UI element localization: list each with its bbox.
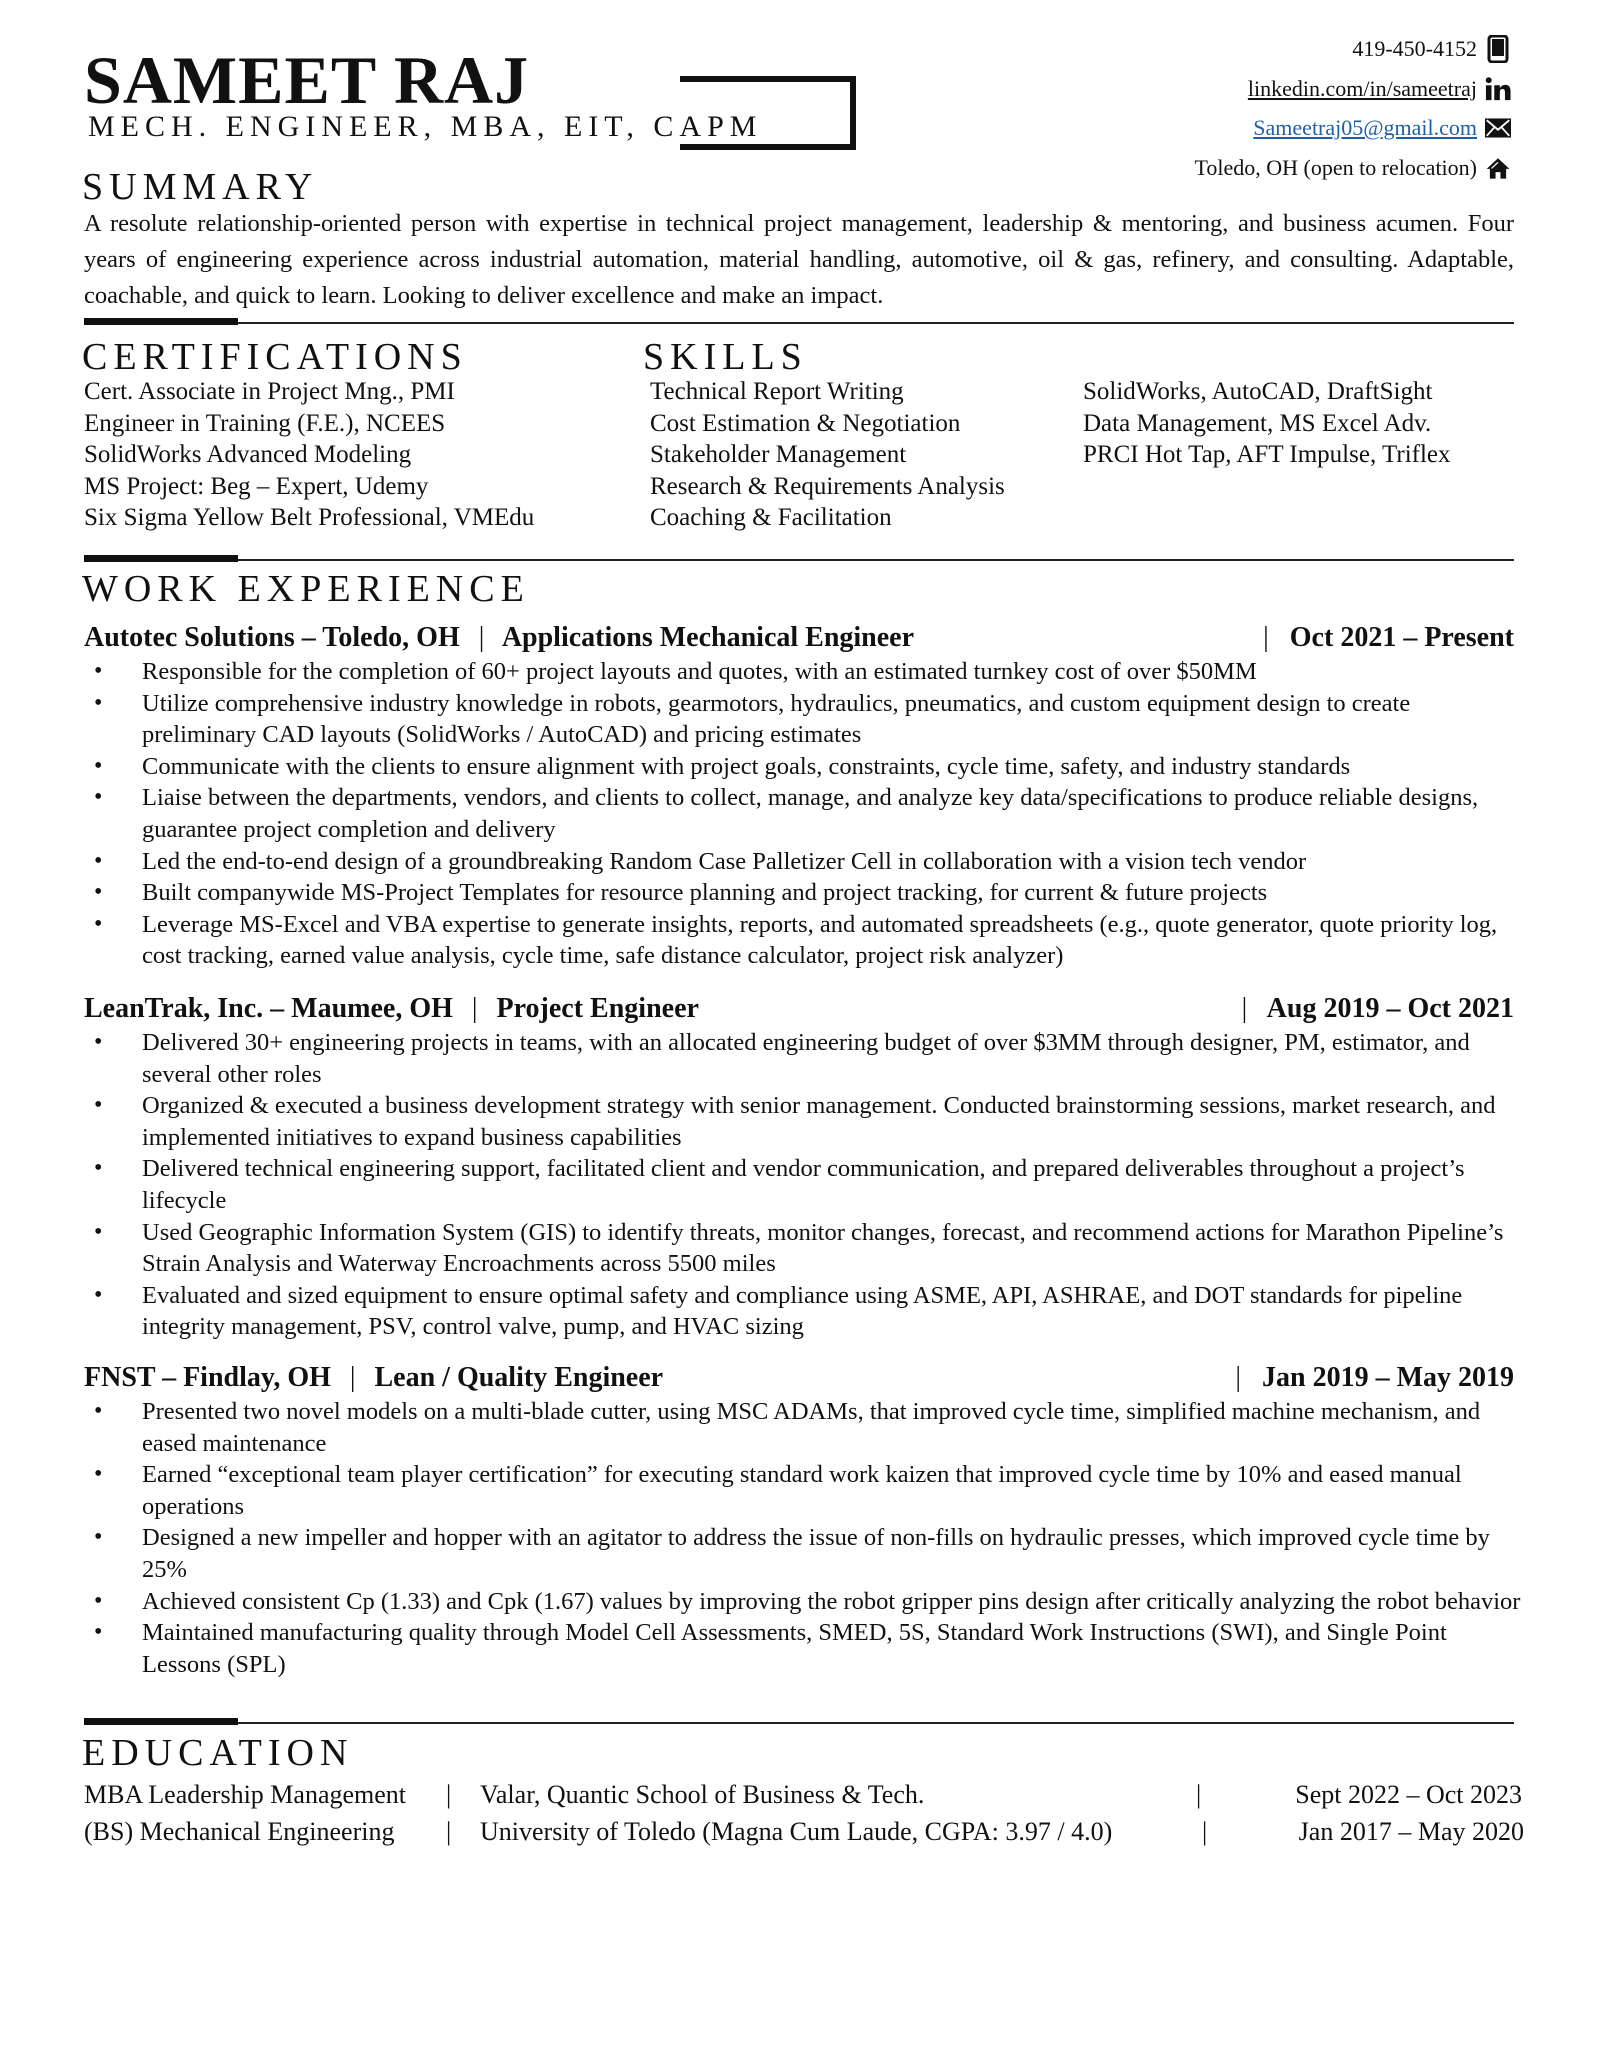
skill-item: Technical Report Writing: [650, 378, 904, 405]
job-dates: Jan 2019 – May 2019: [1262, 1362, 1514, 1393]
education-school: Valar, Quantic School of Business & Tech.: [480, 1780, 925, 1809]
education-school: University of Toledo (Magna Cum Laude, CGPA: 3.97 / 4.0): [480, 1817, 1113, 1846]
location-text: Toledo, OH (open to relocation): [1194, 155, 1477, 180]
separator: |: [1202, 1817, 1208, 1846]
separator: |: [1196, 1780, 1202, 1809]
job-bullets: [84, 1396, 1524, 1680]
separator: |: [1263, 622, 1269, 653]
education-row: [84, 1814, 1524, 1850]
contact-linkedin[interactable]: [1248, 76, 1511, 102]
job-company: Autotec Solutions – Toledo, OH: [84, 622, 460, 653]
job-bullets: [84, 656, 1524, 972]
education-dates: Jan 2017 – May 2020: [1298, 1817, 1524, 1846]
job-bullet: • Achieved consistent Cp (1.33) and Cpk (1.67) values by improving the robot gripper pins design after critically analyzing the robot behavior: [84, 1586, 1524, 1618]
job-dates-line: [1263, 621, 1514, 655]
contact-phone: [1352, 36, 1511, 62]
phone-icon: [1485, 36, 1511, 62]
education-degree: MBA Leadership Management: [84, 1780, 407, 1809]
header-bracket: [680, 76, 856, 150]
section-divider-accent: [84, 555, 238, 562]
separator: |: [471, 993, 478, 1024]
skill-item: PRCI Hot Tap, AFT Impulse, Triflex: [1083, 441, 1451, 468]
certifications-list: [84, 376, 534, 534]
contact-email[interactable]: [1253, 115, 1511, 141]
skills-list-2: [1083, 376, 1451, 471]
certification-item: Cert. Associate in Project Mng., PMI: [84, 378, 455, 405]
contact-location: [1194, 155, 1511, 181]
job-bullet: • Led the end-to-end design of a groundbreaking Random Case Palletizer Cell in collaboration with a vision tech vendor: [84, 846, 1524, 878]
job-bullet: • Leverage MS-Excel and VBA expertise to generate insights, reports, and automated spreadsheets (e.g., quote generator, quote priority log, cost tracking, earned value analysis, cycle time, safe distance calculator, project risk analyzer): [84, 909, 1524, 972]
candidate-name: SAMEET RAJ: [84, 42, 530, 118]
home-icon: [1485, 155, 1511, 181]
candidate-title: MECH. ENGINEER, MBA, EIT, CAPM: [88, 110, 763, 143]
job-bullet: • Responsible for the completion of 60+ project layouts and quotes, with an estimated turnkey cost of over $50MM: [84, 656, 1524, 688]
separator: |: [349, 1362, 356, 1393]
phone-text: 419-450-4152: [1352, 36, 1477, 61]
job-bullets: [84, 1027, 1524, 1343]
certification-item: SolidWorks Advanced Modeling: [84, 441, 412, 468]
education-heading: EDUCATION: [82, 1732, 354, 1774]
job-title-line: [84, 621, 914, 655]
job-bullet: • Delivered 30+ engineering projects in teams, with an allocated engineering budget of over $3MM through designer, PM, estimator, and several other roles: [84, 1027, 1524, 1090]
certifications-heading: CERTIFICATIONS: [82, 336, 468, 378]
job-bullet: • Earned “exceptional team player certification” for executing standard work kaizen that improved cycle time by 10% and eased manual operations: [84, 1459, 1524, 1522]
skill-item: Data Management, MS Excel Adv.: [1083, 409, 1432, 437]
education-degree: (BS) Mechanical Engineering: [84, 1817, 395, 1846]
job-role: Lean / Quality Engineer: [374, 1362, 664, 1393]
job-dates-line: [1235, 1361, 1514, 1395]
job-dates-line: [1242, 992, 1514, 1026]
linkedin-link[interactable]: linkedin.com/in/sameetraj: [1247, 76, 1477, 101]
job-bullet: • Built companywide MS-Project Templates for resource planning and project tracking, for current & future projects: [84, 877, 1524, 909]
certification-item: Six Sigma Yellow Belt Professional, VMEdu: [84, 504, 535, 531]
job-header: [84, 992, 1514, 1026]
job-bullet: • Used Geographic Information System (GIS) to identify threats, monitor changes, forecast, and recommend actions for Marathon Pipeline’s Strain Analysis and Waterway Encroachments across 5500 miles: [84, 1217, 1524, 1280]
certification-item: Engineer in Training (F.E.), NCEES: [84, 409, 446, 437]
job-company: FNST – Findlay, OH: [84, 1362, 331, 1393]
separator: |: [1235, 1362, 1241, 1393]
skill-item: Cost Estimation & Negotiation: [650, 409, 961, 437]
skill-item: Stakeholder Management: [650, 441, 907, 468]
email-link[interactable]: Sameetraj05@gmail.com: [1253, 115, 1477, 140]
section-divider: [84, 1722, 1514, 1724]
mail-icon: [1485, 115, 1511, 141]
job-bullet: • Evaluated and sized equipment to ensure optimal safety and compliance using ASME, API, ASHRAE, and DOT standards for pipeline integrity management, PSV, control valve, pump, and HVAC sizing: [84, 1280, 1524, 1343]
job-title-line: [84, 1361, 663, 1395]
job-header: [84, 1361, 1514, 1395]
skill-item: Research & Requirements Analysis: [650, 472, 1005, 500]
skill-item: SolidWorks, AutoCAD, DraftSight: [1083, 378, 1433, 405]
job-role: Project Engineer: [496, 993, 699, 1024]
job-bullet: • Delivered technical engineering support, facilitated client and vendor communication, and prepared deliverables throughout a project’s lifecycle: [84, 1153, 1524, 1216]
job-role: Applications Mechanical Engineer: [501, 622, 915, 653]
job-bullet: • Presented two novel models on a multi-blade cutter, using MSC ADAMs, that improved cycle time, simplified machine mechanism, and eased maintenance: [84, 1396, 1524, 1459]
linkedin-icon: [1485, 76, 1511, 102]
job-bullet: • Liaise between the departments, vendors, and clients to collect, manage, and analyze key data/specifications to produce reliable designs, guarantee project completion and delivery: [84, 782, 1524, 845]
separator: |: [446, 1780, 452, 1809]
job-header: [84, 621, 1514, 655]
education-row: [84, 1777, 1524, 1813]
summary-text: A resolute relationship-oriented person with expertise in technical project management, leadership & mentoring, and business acumen. Four years of engineering experience across industrial automation, material handling, automotive, oil & gas, refinery, and consulting. Adaptable, coachable, and quick to learn. Looking to deliver excellence and make an impact.: [84, 210, 1514, 309]
job-company: LeanTrak, Inc. – Maumee, OH: [84, 993, 453, 1024]
job-title-line: [84, 992, 699, 1026]
separator: |: [1241, 993, 1248, 1024]
job-bullet: • Communicate with the clients to ensure alignment with project goals, constraints, cycle time, safety, and industry standards: [84, 751, 1524, 783]
summary-heading: SUMMARY: [82, 166, 319, 208]
skill-item: Coaching & Facilitation: [650, 504, 892, 531]
job-dates: Oct 2021 – Present: [1289, 622, 1514, 653]
job-dates: Aug 2019 – Oct 2021: [1266, 993, 1514, 1024]
separator: |: [478, 622, 485, 653]
job-bullet: • Maintained manufacturing quality through Model Cell Assessments, SMED, 5S, Standard Work Instructions (SWI), and Single Point Lessons (SPL): [84, 1617, 1524, 1680]
skills-heading: SKILLS: [643, 336, 808, 378]
section-divider: [84, 559, 1514, 561]
separator: |: [446, 1817, 452, 1846]
skills-list-1: [650, 376, 1005, 534]
job-bullet: • Organized & executed a business development strategy with senior management. Conducted brainstorming sessions, market research, and implemented initiatives to expand business capabilities: [84, 1090, 1524, 1153]
education-dates: Sept 2022 – Oct 2023: [1295, 1780, 1522, 1809]
job-bullet: • Designed a new impeller and hopper with an agitator to address the issue of non-fills on hydraulic presses, which improved cycle time by 25%: [84, 1522, 1524, 1585]
work-heading: WORK EXPERIENCE: [82, 568, 530, 610]
certification-item: MS Project: Beg – Expert, Udemy: [84, 472, 429, 500]
section-divider-accent: [84, 1718, 238, 1725]
job-bullet: • Utilize comprehensive industry knowledge in robots, gearmotors, hydraulics, pneumatics, and custom equipment design to create preliminary CAD layouts (SolidWorks / AutoCAD) and pricing estimates: [84, 688, 1524, 751]
section-divider-accent: [84, 318, 238, 325]
section-divider: [84, 322, 1514, 324]
